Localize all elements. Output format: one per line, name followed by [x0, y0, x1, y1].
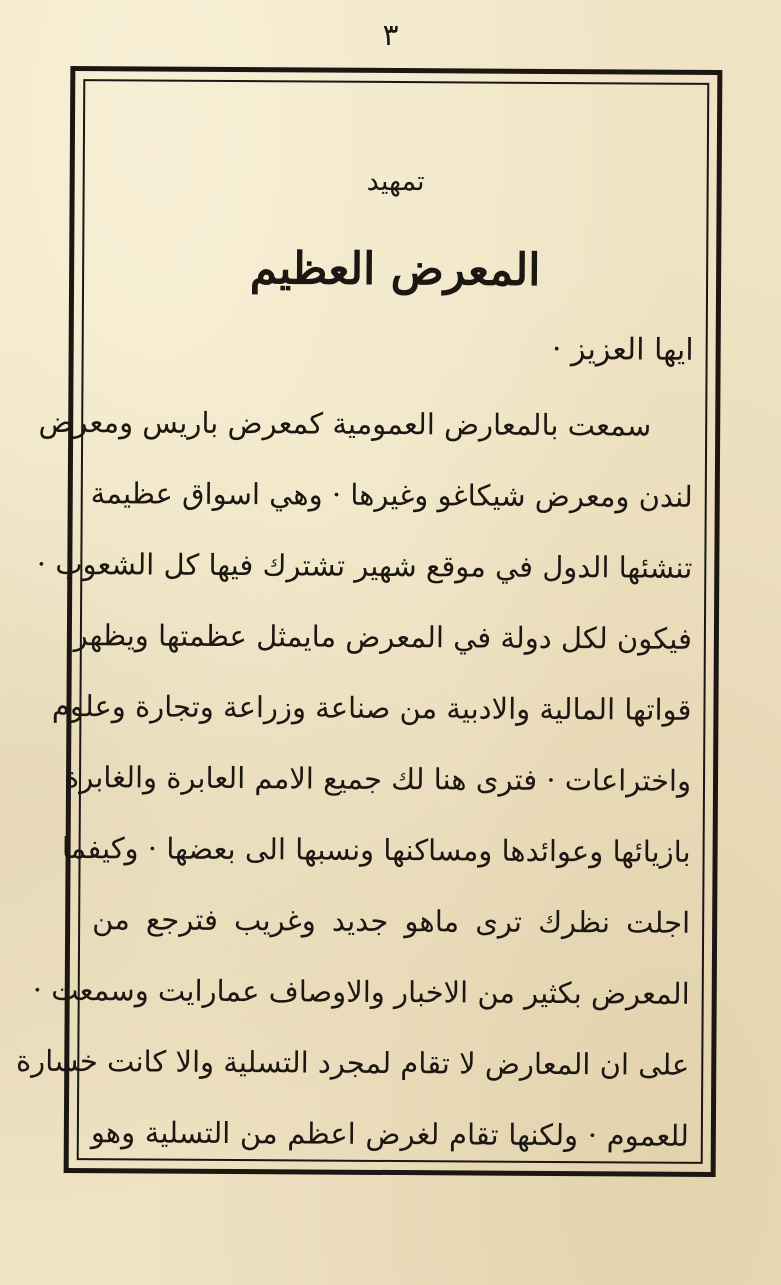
page-content	[15, 71, 696, 1172]
text-line: لندن ومعرض شيكاغو وغيرها · وهي اسواق عظيمة	[90, 476, 693, 514]
text-line: تنشئها الدول في موقع شهير تشترك فيها كل الشعوب ·	[36, 546, 693, 585]
text-line: اجلت نظرك ترى ماهو جديد وغريب فترجع من	[92, 902, 691, 940]
text-line: سمعت بالمعارض العمومية كمعرض باريس ومعرض	[38, 404, 652, 443]
salutation-line: ايها العزيز ·	[551, 331, 694, 368]
page-border-frame	[15, 66, 723, 1177]
page-number: ٣	[382, 18, 399, 53]
text-line: المعرض بكثير من الاخبار والاوصاف عمارايت وسمعت ·	[32, 972, 690, 1011]
text-line: واختراعات · فترى هنا لك جميع الامم العابرة والغابرة	[63, 759, 692, 798]
body-text	[15, 398, 694, 1183]
text-line: على ان المعارض لا تقام لمجرد التسلية والا كانت خسارة	[15, 1043, 690, 1082]
text-line: للعموم · ولكنها تقام لغرض اعظم من التسلية وهو	[90, 1115, 689, 1153]
chapter-title: المعرض العظيم	[249, 243, 541, 296]
text-line: فيكون لكل دولة في المعرض مايمثل عظمتها ويظهر	[73, 618, 693, 656]
text-line: بازيائها وعوائدها ومساكنها ونسبها الى بعضها · وكيفما	[61, 830, 691, 869]
preface-subheading: تمهيد	[366, 165, 425, 198]
text-line: قواتها المالية والادبية من صناعة وزراعة وتجارة وعلوم	[51, 688, 692, 727]
